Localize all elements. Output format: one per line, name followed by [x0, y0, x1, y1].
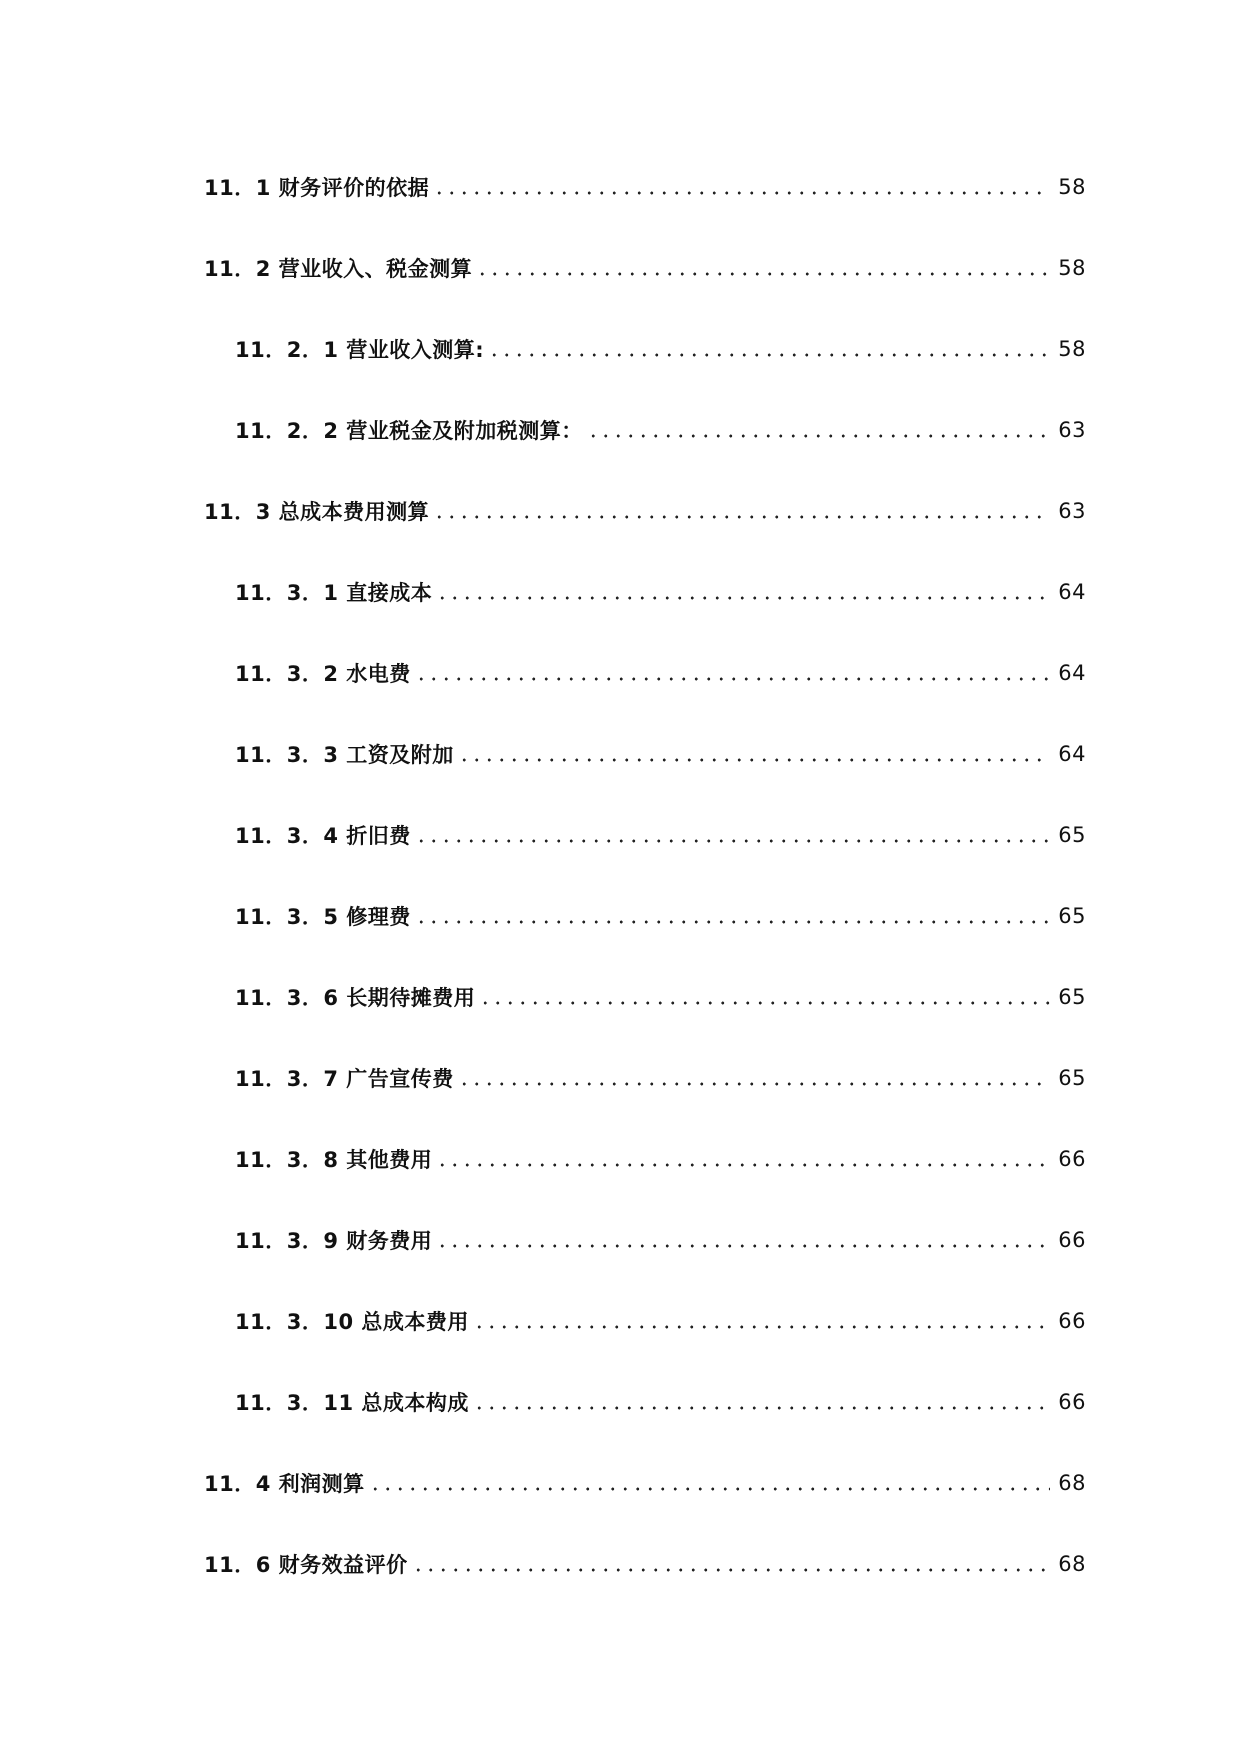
toc-entry[interactable] — [204, 494, 1086, 528]
toc-entry-label: 11．3．7 广告宣传费 — [235, 1067, 454, 1091]
toc-entry-page: 65 — [1058, 1066, 1086, 1090]
toc-entry[interactable] — [235, 818, 1086, 852]
toc-entry[interactable] — [235, 1061, 1086, 1095]
toc-entry-page: 58 — [1058, 175, 1086, 199]
dot-leader — [488, 352, 1050, 358]
toc-entry[interactable] — [235, 1223, 1086, 1257]
dot-leader — [412, 1567, 1051, 1573]
toc-entry-label: 11．3．5 修理费 — [235, 905, 411, 929]
toc-entry-page: 66 — [1058, 1147, 1086, 1171]
toc-entry-label: 11．3．9 财务费用 — [235, 1229, 433, 1253]
toc-entry-page: 68 — [1058, 1471, 1086, 1495]
toc-entry[interactable] — [235, 1385, 1086, 1419]
toc-entry[interactable] — [204, 1466, 1086, 1500]
dot-leader — [415, 676, 1051, 682]
toc-entry-label: 11．6 财务效益评价 — [204, 1553, 408, 1577]
toc-entry-page: 66 — [1058, 1390, 1086, 1414]
toc-entry[interactable] — [204, 170, 1086, 204]
toc-entry-label: 11．3．11 总成本构成 — [235, 1391, 469, 1415]
toc-entry-page: 63 — [1058, 418, 1086, 442]
toc-entry-page: 65 — [1058, 985, 1086, 1009]
toc-entry-page: 64 — [1058, 742, 1086, 766]
toc-entry[interactable] — [235, 656, 1086, 690]
toc-entry[interactable] — [204, 1547, 1086, 1581]
toc-entry-page: 58 — [1058, 337, 1086, 361]
dot-leader — [479, 1000, 1050, 1006]
toc-entry-label: 11．3．1 直接成本 — [235, 581, 433, 605]
toc-entry-label: 11．3．10 总成本费用 — [235, 1310, 469, 1334]
toc-entry-label: 11．3．3 工资及附加 — [235, 743, 454, 767]
toc-entry-label: 11．4 利润测算 — [204, 1472, 365, 1496]
dot-leader — [433, 514, 1050, 520]
toc-entry-page: 66 — [1058, 1228, 1086, 1252]
toc-entry-page: 66 — [1058, 1309, 1086, 1333]
toc-entry-label: 11．3．8 其他费用 — [235, 1148, 433, 1172]
dot-leader — [436, 595, 1050, 601]
toc-entry[interactable] — [235, 413, 1086, 447]
toc-entry-label: 11．3．2 水电费 — [235, 662, 411, 686]
dot-leader — [476, 271, 1050, 277]
toc-entry-page: 58 — [1058, 256, 1086, 280]
dot-leader — [458, 1081, 1051, 1087]
toc-entry-page: 65 — [1058, 823, 1086, 847]
dot-leader — [436, 1162, 1050, 1168]
toc-entry-label: 11．2．2 营业税金及附加税测算： — [235, 419, 583, 443]
dot-leader — [473, 1405, 1050, 1411]
toc-entry[interactable] — [204, 251, 1086, 285]
dot-leader — [473, 1324, 1050, 1330]
dot-leader — [369, 1486, 1051, 1492]
toc-entry-label: 11．1 财务评价的依据 — [204, 176, 430, 200]
toc-entry-page: 68 — [1058, 1552, 1086, 1576]
toc-entry-page: 64 — [1058, 661, 1086, 685]
toc-entry[interactable] — [235, 575, 1086, 609]
dot-leader — [415, 919, 1051, 925]
toc-entry[interactable] — [235, 980, 1086, 1014]
toc-entry[interactable] — [235, 1142, 1086, 1176]
toc-entry-label: 11．2 营业收入、税金测算 — [204, 257, 473, 281]
toc-entry[interactable] — [235, 1304, 1086, 1338]
toc-entry-label: 11．3 总成本费用测算 — [204, 500, 430, 524]
toc-entry[interactable] — [235, 899, 1086, 933]
toc-entry-page: 64 — [1058, 580, 1086, 604]
toc-entry-page: 63 — [1058, 499, 1086, 523]
toc-entry-label: 11．3．6 长期待摊费用 — [235, 986, 476, 1010]
dot-leader — [415, 838, 1051, 844]
toc-entry-page: 65 — [1058, 904, 1086, 928]
toc-entry[interactable] — [235, 332, 1086, 366]
dot-leader — [458, 757, 1051, 763]
dot-leader — [433, 190, 1050, 196]
toc-entry[interactable] — [235, 737, 1086, 771]
toc-entry-label: 11．3．4 折旧费 — [235, 824, 411, 848]
toc-entry-label: 11．2．1 营业收入测算: — [235, 338, 485, 362]
dot-leader — [587, 433, 1051, 439]
dot-leader — [436, 1243, 1050, 1249]
